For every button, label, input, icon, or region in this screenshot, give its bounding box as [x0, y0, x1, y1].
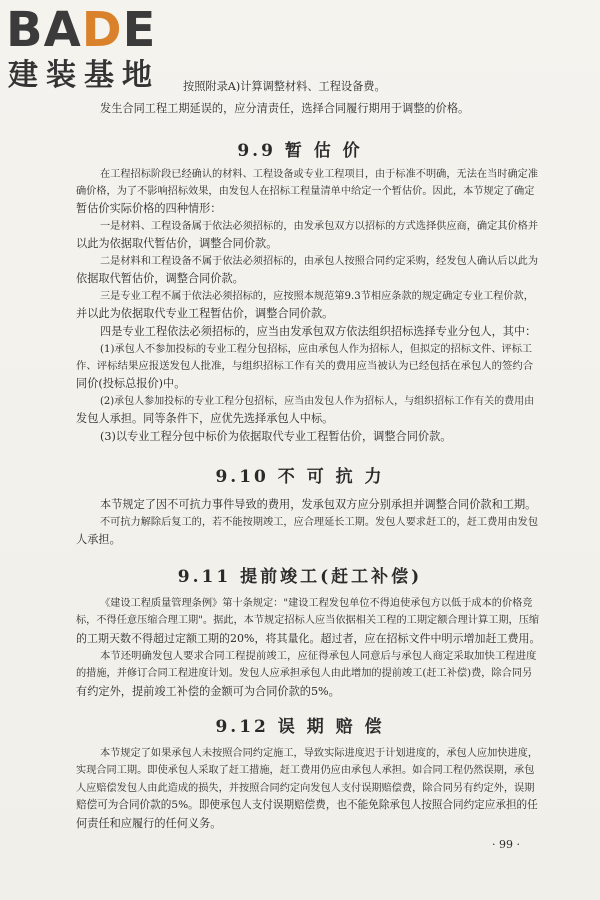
paragraph-line: 四是专业工程依法必须招标的，应当由发承包双方依法组织招标选择专业分包人，其中： — [100, 325, 537, 338]
paragraph-line: 《建设工程质量管理条例》第十条规定："建设工程发包单位不得迫使承包方以低于成本的价格竞 — [100, 598, 533, 609]
page-number: · 99 · — [492, 838, 520, 851]
paragraph-line: 本节规定了如果承包人未按照合同约定施工，导致实际进度迟于计划进度的，承包人应加快进度， — [100, 748, 539, 759]
paragraph-line: 赔偿可为合同价款的5%。即使承包人支付误期赔偿费，也不能免除承包人按照合同约定应承担的任 — [76, 799, 538, 811]
paragraph-line: 发包人承担。同等条件下，应优先选择承包人中标。 — [76, 412, 334, 425]
paragraph-line: (3)以专业工程分包中标价为依据取代专业工程暂估价，调整合同价款。 — [100, 430, 452, 443]
paragraph-line: 以此为依据取代暂估价，调整合同价款。 — [76, 237, 278, 250]
section-heading-9-9: 9.9 暂 估 价 — [237, 141, 363, 161]
paragraph-line: 的措施，并修订合同工程进度计划。发包人应承担承包人由此增加的提前竣工(赶工补偿)费，除合同另 — [76, 668, 533, 679]
paragraph-line: 确价格，为了不影响招标效果，由发包人在招标工程量清单中给定一个暂估价。因此，本节规定了确定 — [76, 186, 535, 197]
paragraph-line: 作、评标结果应报送发包人批准，与组织招标工作有关的费用应当被认为已经包括在承包人的签约合 — [76, 360, 534, 372]
paragraph-line: 二是材料和工程设备不属于依法必须招标的，由承包人按照合同约定采购，经发包人确认后以此为 — [100, 256, 539, 267]
paragraph-line: 实现合同工期。即使承包人采取了赶工措施，赶工费用仍应由承包人承担。如合同工程仍然误期，承包 — [76, 765, 535, 776]
paragraph-line: 人应赔偿发包人由此造成的损失，并按照合同约定向发包人支付误期赔偿费，除合同另有约定外，误期 — [76, 783, 535, 794]
intro-line-2: 发生合同工程工期延误的，应分清责任，选择合同履行期用于调整的价格。 — [100, 102, 470, 115]
paragraph-line: 标，不得任意压缩合理工期"。据此，本节规定招标人应当依据相关工程的工期定额合理计算工期，压缩 — [76, 615, 540, 626]
paragraph-line: 何责任和应履行的任何义务。 — [76, 817, 222, 830]
paragraph-line: 有约定外，提前竣工补偿的金额可为合同价款的5%。 — [76, 685, 340, 698]
paragraph-line: 同价(投标总报价)中。 — [76, 377, 186, 390]
logo-tagline: 建装基地 — [8, 58, 160, 93]
paragraph-line: 本节规定了因不可抗力事件导致的费用，发承包双方应分别承担并调整合同价款和工期。 — [100, 498, 537, 511]
section-heading-9-12: 9.12 误 期 赔 偿 — [215, 717, 385, 737]
brand-logo — [6, 4, 176, 96]
paragraph-line: 人承担。 — [76, 533, 121, 546]
paragraph-line: (1)承包人不参加投标的专业工程分包招标，应由承包人作为招标人，但拟定的招标文件、评标工 — [100, 344, 533, 355]
paragraph-line: 暂估价实际价格的四种情形： — [76, 202, 222, 215]
paragraph-line: (2)承包人参加投标的专业工程分包招标，应当由发包人作为招标人，与组织招标工作有关的费用由 — [100, 396, 535, 407]
paragraph-line: 在工程招标阶段已经确认的材料、工程设备或专业工程项目，由于标准不明确，无法在当时确定准 — [100, 169, 539, 180]
paragraph-line: 依据取代暂估价，调整合同价款。 — [76, 272, 244, 285]
intro-line-1: 按照附录A)计算调整材料、工程设备费。 — [183, 80, 386, 93]
logo-wordmark: BADE — [6, 2, 157, 58]
section-heading-9-11: 9.11 提前竣工(赶工补偿) — [177, 567, 423, 587]
paragraph-line: 并以此为依据取代专业工程暂估价，调整合同价款。 — [76, 307, 334, 320]
paragraph-line: 的工期天数不得超过定额工期的20%，将其量化。超过者，应在招标文件中明示增加赶工费用。 — [76, 632, 541, 645]
paragraph-line: 一是材料、工程设备属于依法必须招标的，由发承包双方以招标的方式选择供应商，确定其价格并 — [100, 221, 539, 232]
paragraph-line: 本节还明确发包人要求合同工程提前竣工，应征得承包人同意后与承包人商定采取加快工程进度 — [100, 650, 537, 662]
section-heading-9-10: 9.10 不 可 抗 力 — [215, 467, 385, 487]
paragraph-line: 三是专业工程不属于依法必须招标的，应按照本规范第9.3节相应条款的规定确定专业工程价款， — [100, 291, 534, 302]
paragraph-line: 不可抗力解除后复工的，若不能按期竣工，应合理延长工期。发包人要求赶工的，赶工费用由发包 — [100, 517, 539, 528]
